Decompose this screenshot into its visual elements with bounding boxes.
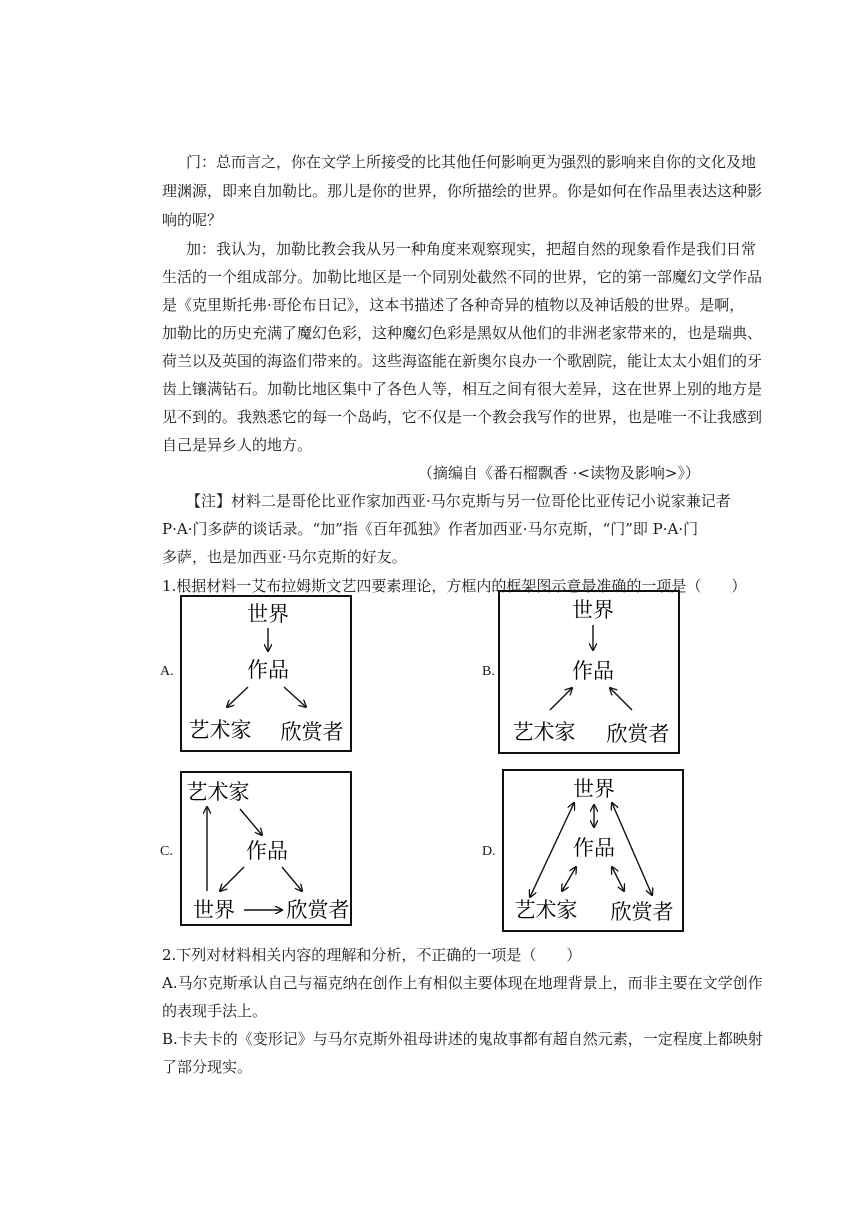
source-citation: （摘编自《番石榴飘香 ·<读物及影响>》） — [417, 464, 700, 482]
node-world: 世界 — [247, 602, 289, 626]
option-b-label[interactable]: B. — [482, 664, 495, 679]
question-2-option-line: 的表现手法上。 — [162, 1002, 268, 1020]
note-line: 【注】材料二是哥伦比亚作家加西亚·马尔克斯与另一位哥伦比亚传记小说家兼记者 — [186, 492, 731, 510]
node-work: 作品 — [572, 659, 614, 683]
arrow-work-to-world — [220, 867, 244, 891]
arrow-work-to-audience — [282, 867, 302, 891]
note-line: P·A·门多萨的谈话录。“加”指《百年孤独》作者加西亚·马尔克斯，“门”即 P·A·门 — [162, 520, 699, 538]
node-audience: 欣赏者 — [286, 898, 350, 922]
node-audience: 欣赏者 — [610, 900, 674, 924]
arrow-world-audience — [612, 803, 652, 895]
node-artist: 艺术家 — [512, 720, 576, 744]
passage-line: 荷兰以及英国的海盗们带来的。这些海盗能在新奥尔良办一个歌剧院，能让太太小姐们的牙 — [162, 352, 763, 370]
node-work: 作品 — [573, 836, 615, 860]
passage-line: 生活的一个组成部分。加勒比地区是一个同别处截然不同的世界，它的第一部魔幻文学作品 — [162, 268, 763, 286]
passage-line: 门：总而言之，你在文学上所接受的比其他任何影响更为强烈的影响来自你的文化及地 — [186, 153, 757, 171]
option-d-diagram[interactable] — [502, 769, 684, 932]
arrow-work-audience — [612, 867, 624, 891]
node-world: 世界 — [573, 777, 615, 801]
node-work: 作品 — [247, 658, 289, 682]
node-artist: 艺术家 — [186, 780, 250, 804]
note-line: 多萨，也是加西亚·马尔克斯的好友。 — [162, 548, 407, 566]
passage-line: 响的呢？ — [162, 211, 223, 229]
node-world: 世界 — [572, 598, 614, 622]
passage-line: 自己是异乡人的地方。 — [162, 436, 313, 454]
arrow-audience-to-work — [610, 688, 632, 710]
passage-line: 理渊源，即来自加勒比。那儿是你的世界，你所描绘的世界。你是如何在作品里表达这种影 — [162, 182, 763, 200]
question-2-option-line[interactable]: B.卡夫卡的《变形记》与马尔克斯外祖母讲述的鬼故事都有超自然元素，一定程度上都映射 — [162, 1030, 763, 1048]
passage-line: 是《克里斯托弗·哥伦布日记》，这本书描述了各种奇异的植物以及神话般的世界。是啊， — [162, 296, 745, 314]
arrow-artist-to-work — [240, 809, 262, 835]
passage-line: 齿上镶满钻石。加勒比地区集中了各色人等，相互之间有很大差异，这在世界上别的地方是 — [162, 380, 763, 398]
arrow-work-artist — [562, 867, 576, 891]
passage-line: 加勒比的历史充满了魔幻色彩，这种魔幻色彩是黑奴从他们的非洲老家带来的，也是瑞典、 — [162, 324, 763, 342]
question-2-option-line[interactable]: A.马尔克斯承认自己与福克纳在创作上有相似主要体现在地理背景上，而非主要在文学创作 — [162, 974, 763, 992]
option-a-diagram[interactable] — [180, 595, 352, 752]
passage-line: 见不到的。我熟悉它的每一个岛屿，它不仅是一个教会我写作的世界，也是唯一不让我感到 — [162, 408, 763, 426]
node-artist: 艺术家 — [188, 718, 252, 742]
node-artist: 艺术家 — [514, 898, 578, 922]
node-world: 世界 — [193, 898, 235, 922]
question-2-option-line: 了部分现实。 — [162, 1058, 253, 1076]
node-audience: 欣赏者 — [280, 720, 344, 744]
node-work: 作品 — [246, 839, 288, 863]
node-audience: 欣赏者 — [606, 722, 670, 746]
arrow-work-to-artist — [227, 687, 248, 707]
question-2-stem: 2.下列对材料相关内容的理解和分析，不正确的一项是（ ） — [162, 946, 582, 964]
option-c-diagram[interactable] — [180, 771, 352, 926]
option-d-label[interactable]: D. — [482, 844, 496, 859]
option-c-label[interactable]: C. — [160, 844, 173, 859]
question-1-stem: 1.根据材料一艾布拉姆斯文艺四要素理论，方框内的框架图示意最准确的一项是（ ） — [162, 577, 747, 595]
arrow-work-to-audience — [284, 687, 306, 707]
arrow-artist-to-work — [550, 688, 572, 710]
option-a-label[interactable]: A. — [160, 664, 174, 679]
passage-line: 加：我认为，加勒比教会我从另一种角度来观察现实，把超自然的现象看作是我们日常 — [186, 240, 757, 258]
option-b-diagram[interactable] — [498, 590, 680, 754]
